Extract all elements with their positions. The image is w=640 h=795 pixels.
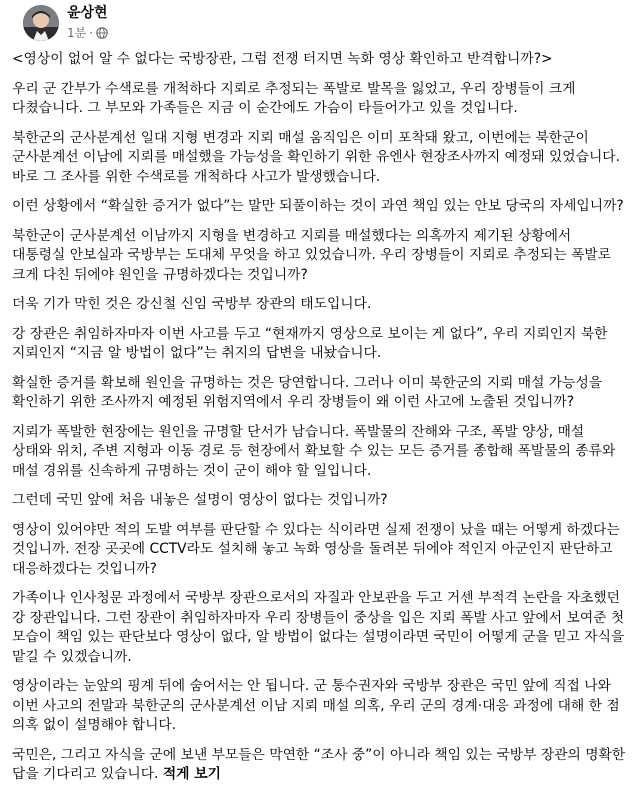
post-paragraph: 확실한 증거를 확보해 원인을 규명하는 것은 당연합니다. 그러나 이미 북한군의 지뢰 매설 가능성을 확인하기 위한 조사까지 예정된 위험지역에서 우리 장병들이 왜 이런 사고에 노출된 것입니까? [12, 374, 603, 410]
post-header [12, 0, 628, 48]
post-paragraph-text: 국민은, 그리고 자식을 군에 보낸 부모들은 막연한 “조사 중”이 아니라 책임 있는 국방부 장관의 명확한 답을 기다리고 있습니다. [12, 746, 626, 782]
post-paragraph: 가족이나 인사청문 과정에서 국방부 장관으로서의 자질과 안보관을 두고 거센 부적격 논란을 자초했던 강 장관입니다. 그런 장관이 취임하자마자 우리 장병들이 중상을 입은 지뢰 폭발 사고 앞에서 보여준 첫 모습이 책임 있는 판단보다 영상이 없다, 알 방법이 없다는 설명이라면 국민이 어떻게 군을 믿고 자식을 맡길 수 있겠습니까. [12, 590, 625, 665]
post-paragraph: <영상이 없어 알 수 없다는 국방장관, 그럼 전쟁 터지면 녹화 영상 확인하고 반격합니까?> [12, 51, 553, 67]
post-paragraph: 북한군의 군사분계선 일대 지형 변경과 지뢰 매설 움직임은 이미 포착돼 왔고, 이번에는 북한군이 군사분계선 이남에 지뢰를 매설했을 가능성을 확인하기 위한 유엔사 현장조사까지 예정돼 있었습니다. 바로 그 조사를 위한 수색로를 개척하다 사고가 발생했습니다. [12, 129, 621, 185]
post-paragraph: 이런 상황에서 “확실한 증거가 없다”는 말만 되풀이하는 것이 과연 책임 있는 안보 당국의 자세입니까? [12, 198, 624, 214]
profile-photo-icon [23, 5, 59, 41]
post-body [12, 50, 628, 795]
post-paragraph: 강 장관은 취임하자마자 이번 사고를 두고 “현재까지 영상으로 보이는 게 없다”, 우리 지뢰인지 북한 지뢰인지 “지금 알 방법이 없다”는 취지의 답변을 내놨습니다. [12, 325, 608, 361]
post-timestamp[interactable]: 1분 [67, 26, 87, 40]
post-paragraph: 그런데 국민 앞에 처음 내놓은 설명이 영상이 없다는 것입니까? [12, 492, 388, 508]
author-name[interactable]: 윤상현 [67, 5, 108, 21]
post-meta [67, 25, 108, 41]
post-paragraph: 더욱 기가 막힌 것은 강신철 신임 국방부 장관의 태도입니다. [12, 296, 372, 312]
post-paragraph: 우리 군 간부가 수색로를 개척하다 지뢰로 추정되는 폭발로 발목을 잃었고, 우리 장병들이 크게 다쳤습니다. 그 부모와 가족들은 지금 이 순간에도 가슴이 타들어가고 있을 것입니다. [12, 80, 576, 116]
post-paragraph: 영상이 있어야만 적의 도발 여부를 판단할 수 있다는 식이라면 실제 전쟁이 났을 때는 어떻게 하겠다는 것입니까. 전장 곳곳에 CCTV라도 설치해 놓고 녹화 영상을 돌려본 뒤에야 적인지 아군인지 판단하고 대응하겠다는 것입니까? [12, 521, 620, 577]
separator-dot: · [89, 26, 94, 40]
globe-icon[interactable] [96, 27, 108, 39]
avatar[interactable] [23, 5, 59, 41]
post-paragraph: 북한군이 군사분계선 이남까지 지형을 변경하고 지뢰를 매설했다는 의혹까지 제기된 상황에서 대통령실 안보실과 국방부는 도대체 무엇을 하고 있었습니까. 우리 장병들이 지뢰로 추정되는 폭발로 크게 다친 뒤에야 원인을 규명하겠다는 것입니까? [12, 227, 612, 283]
see-less-link[interactable]: 적게 보기 [162, 766, 221, 782]
post-paragraph: 지뢰가 폭발한 현장에는 원인을 규명할 단서가 남습니다. 폭발물의 잔해와 구조, 폭발 양상, 매설 상태와 위치, 주변 지형과 이동 경로 등 현장에서 확보할 수 있는 모든 증거를 종합해 폭발물의 종류와 매설 경위를 신속하게 규명하는 것이 군이 해야 할 일입니다. [12, 423, 616, 479]
post-paragraph: 영상이라는 눈앞의 핑계 뒤에 숨어서는 안 됩니다. 군 통수권자와 국방부 장관은 국민 앞에 직접 나와 이번 사고의 전말과 북한군의 군사분계선 이남 지뢰 매설 의혹, 우리 군의 경계·대응 과정에 대해 한 점 의혹 없이 설명해야 합니다. [12, 678, 620, 733]
post-paragraph-last [12, 746, 628, 785]
